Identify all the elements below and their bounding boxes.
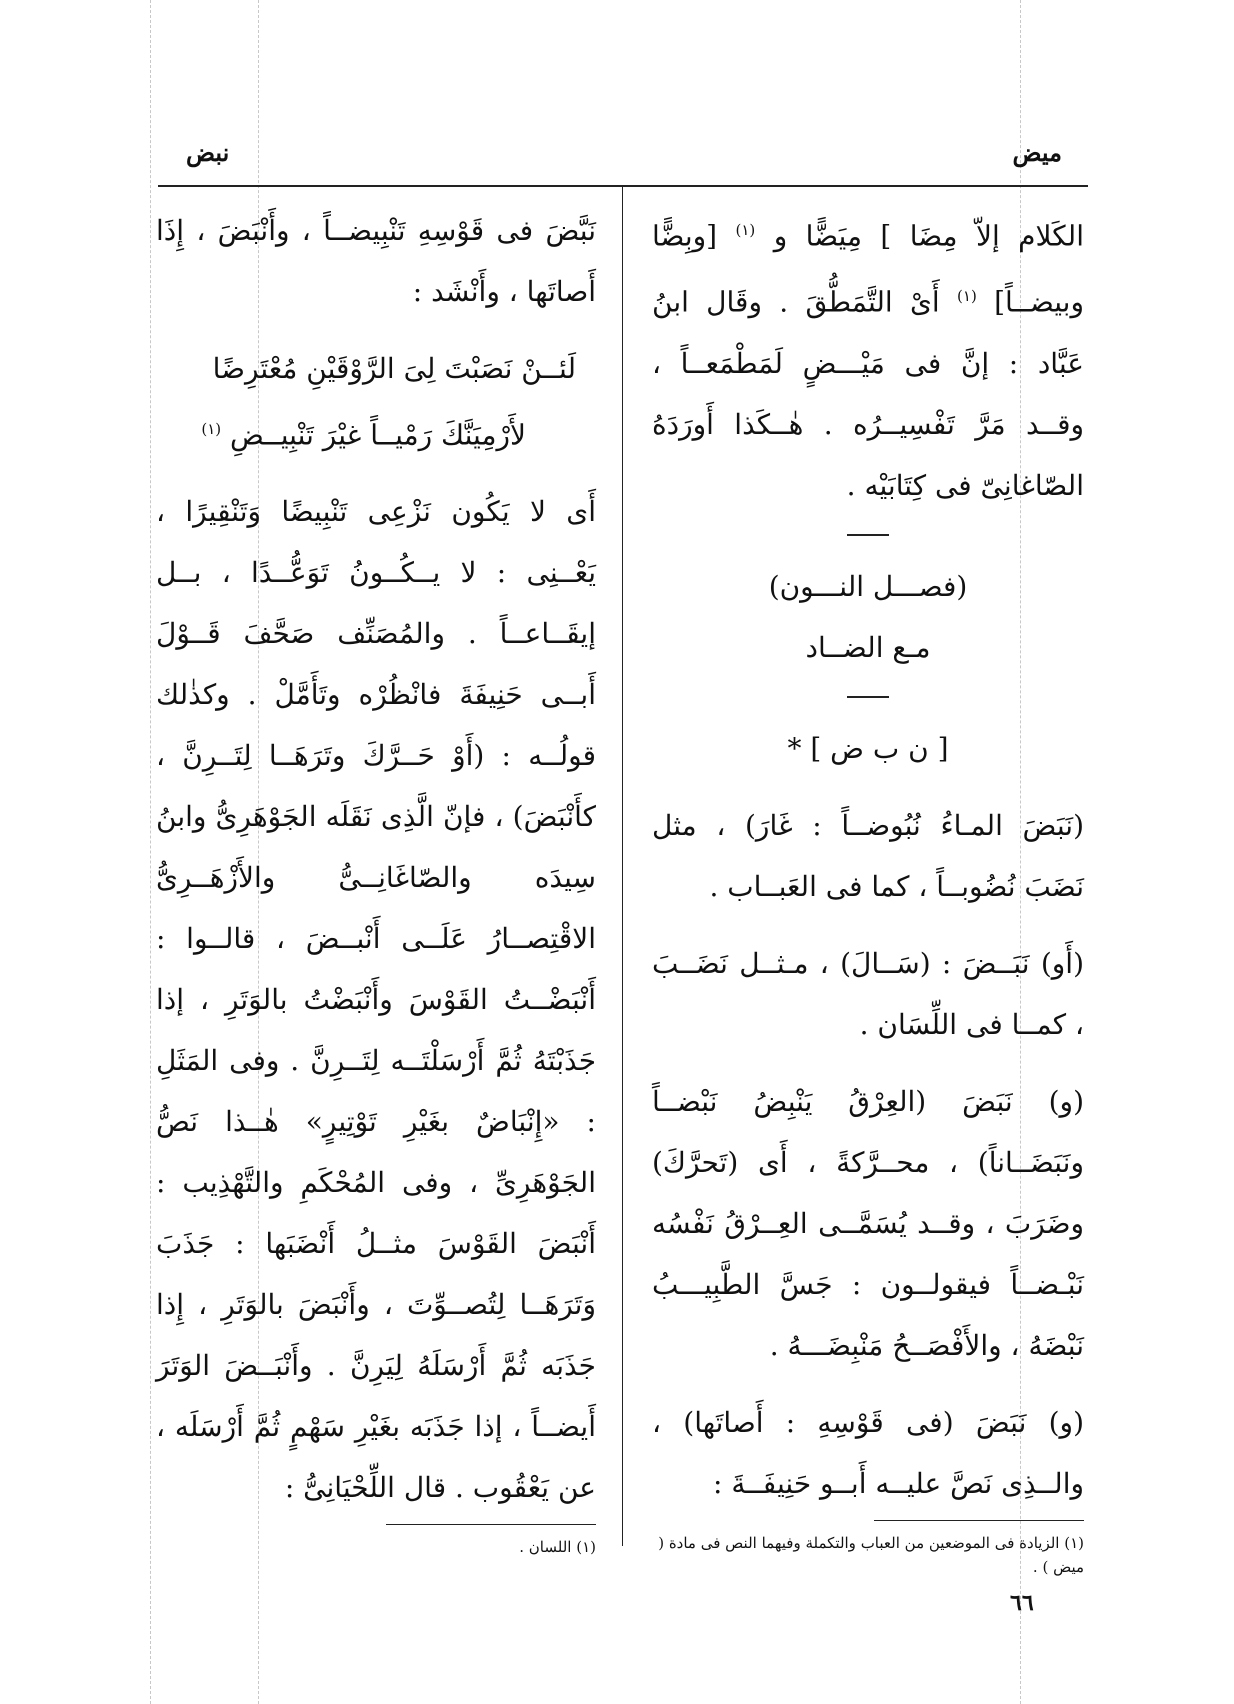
footnote-rule	[874, 1520, 1084, 1521]
header-rule	[158, 185, 1088, 187]
left-paragraph-2: أَى لا يَكُون نَزْعِى تَنْبِيضًا وَتَنْقِيرًا ، يَعْــنِى : لا يــكُــونُ تَوَعُّــدًا ، بــل إيقَــاعــاً . والمُصَنِّف صَحَّفَ قَــوْلَ أَبــى حَنِيفَةَ فانْظُرْه وتَأَمَّلْ . وكذٰلك قولُــه : (أَوْ حَــرَّكَ وتَرَهَــا لِتَــرِنَّ ، كأَنْبَضَ) ، فإنّ الَّذِى نَقَلَه الجَوْهَرِىُّ وابنُ سِيدَه والصّاغَانِــىُّ والأَزْهَــرِىُّ الاقْتِصــارُ عَلَــى أَنْبــضَ ، قالــوا : أَنْبَضْــتُ القَوْسَ وأَنْبَضْتُ بالوَتَرِ ، إذا جَذَبْتَهُ ثُمَّ أَرْسَلْتَــه لِتَــرِنَّ . وفى المَثَلِ : «إِنْبَاضٌ بغَيْرِ تَوْتِيرٍ» هٰــذا نَصُّ الجَوْهَرِىِّ ، وفى المُحْكَمِ والتَّهْذِيب : أَنْبَضَ القَوْسَ مثــلُ أَنْضَبَها : جَذَبَ وَتَرَهَــا لِتُصــوِّتَ ، وأَنْبَضَ بالوَتَرِ ، إِذا جَذَبَه ثُمَّ أَرْسَلَهُ لِيَرِنَّ . وأَنْبَــضَ الوَتَرَ أَيضــاً ، إذا جَذَبَه بغَيْرِ سَهْمٍ ثُمَّ أَرْسَلَه ، عن يَعْقُوب . قال اللِّحْيَانِىُّ :	[156, 495, 596, 1505]
left-column	[156, 200, 596, 1575]
column-divider	[622, 186, 623, 1546]
separator-rule	[847, 696, 889, 698]
footnote: (١) اللسان .	[519, 1538, 596, 1557]
footnote-rule	[386, 1524, 596, 1525]
header-right-word: ميض	[1012, 138, 1062, 167]
left-paragraph-1: نَبَّضَ فى قَوْسِهِ تَنْبِيضــاً ، وأَنْبَضَ ، إِذَا أَصاتَها ، وأَنْشَد :	[156, 214, 596, 308]
footnote-ref: (١)	[957, 287, 977, 306]
footnote: (١) الزيادة فى الموضعين من العباب والتكملة وفيهما النص فى مادة ( ميض ) .	[658, 1533, 1084, 1576]
right-column	[652, 200, 1084, 1595]
section-title: (فصـــل النـــون)	[768, 569, 968, 603]
header-left-word: نبض	[186, 138, 230, 167]
right-paragraph-3: (أَو) نَبَــضَ : (سَــالَ) ، مـثــل نَضَــبَ ، كمــا فى اللِّسَان .	[652, 946, 1084, 1041]
section-subtitle: مـع الضــاد	[805, 630, 931, 664]
root-heading: [ ن ب ض ] *	[787, 731, 949, 765]
footnote-ref: (١)	[201, 420, 222, 438]
footnote-ref: (١)	[735, 221, 756, 239]
right-paragraph-1: الكَلام إلاّ مِضَا ] مِيَضًّا و $^{(١)}$ [وبِضًّا وبيضــاً] $^{(١)}$ أَىْ التَّمَطُّقَ . وقَال ابنُ عَبَّاد : إنَّ فى مَيْـــضٍ لَمَطْمَعــاً ، وقــد مَرَّ تَفْسِيــرُه . هٰــكَذا أَورَدَهُ الصّاغانِىّ فى كِتَابَيْه .	[652, 219, 1084, 502]
scan-fold-line-left	[150, 0, 151, 1704]
verse-line-2: لأَرْمِيَنَّكَ رَمْيــاً غيْرَ تَنْبِيــضِ $^{(١)}$	[201, 418, 526, 452]
right-paragraph-4: (و) نَبَضَ (العِرْقُ يَنْبِضُ نَبْضــاً ونَبَضَــاناً) ، محــرَّكةً ، أَى (تَحرَّكَ) وضَرَبَ ، وقــد يُسَمَّــى العِــرْقُ نَفْسُه نَبْـضــاً فيقولــون : جَسَّ الطَّبِيـــبُ نَبْضَهُ ، والأَفْصَــحُ مَنْبِضَـــهُ .	[652, 1084, 1084, 1362]
right-paragraph-5: (و) نَبَضَ (فى قَوْسِهِ : أَصاتَها) ، والــذِى نَصَّ عليــه أَبــو حَنِيفَــةَ :	[652, 1405, 1084, 1500]
right-paragraph-2: (نَبَضَ المـاءُ نُبُوضــاً : غَارَ) ، مثل نَضَبَ نُضُوبــاً ، كما فى العَبــاب .	[652, 808, 1084, 903]
separator-rule	[847, 534, 889, 536]
verse-line-1: لَئــنْ نَصَبْتَ لِىَ الرَّوْقَيْنِ مُعْتَرِضًا	[212, 352, 576, 385]
page-number: ٦٦	[1010, 1590, 1034, 1616]
